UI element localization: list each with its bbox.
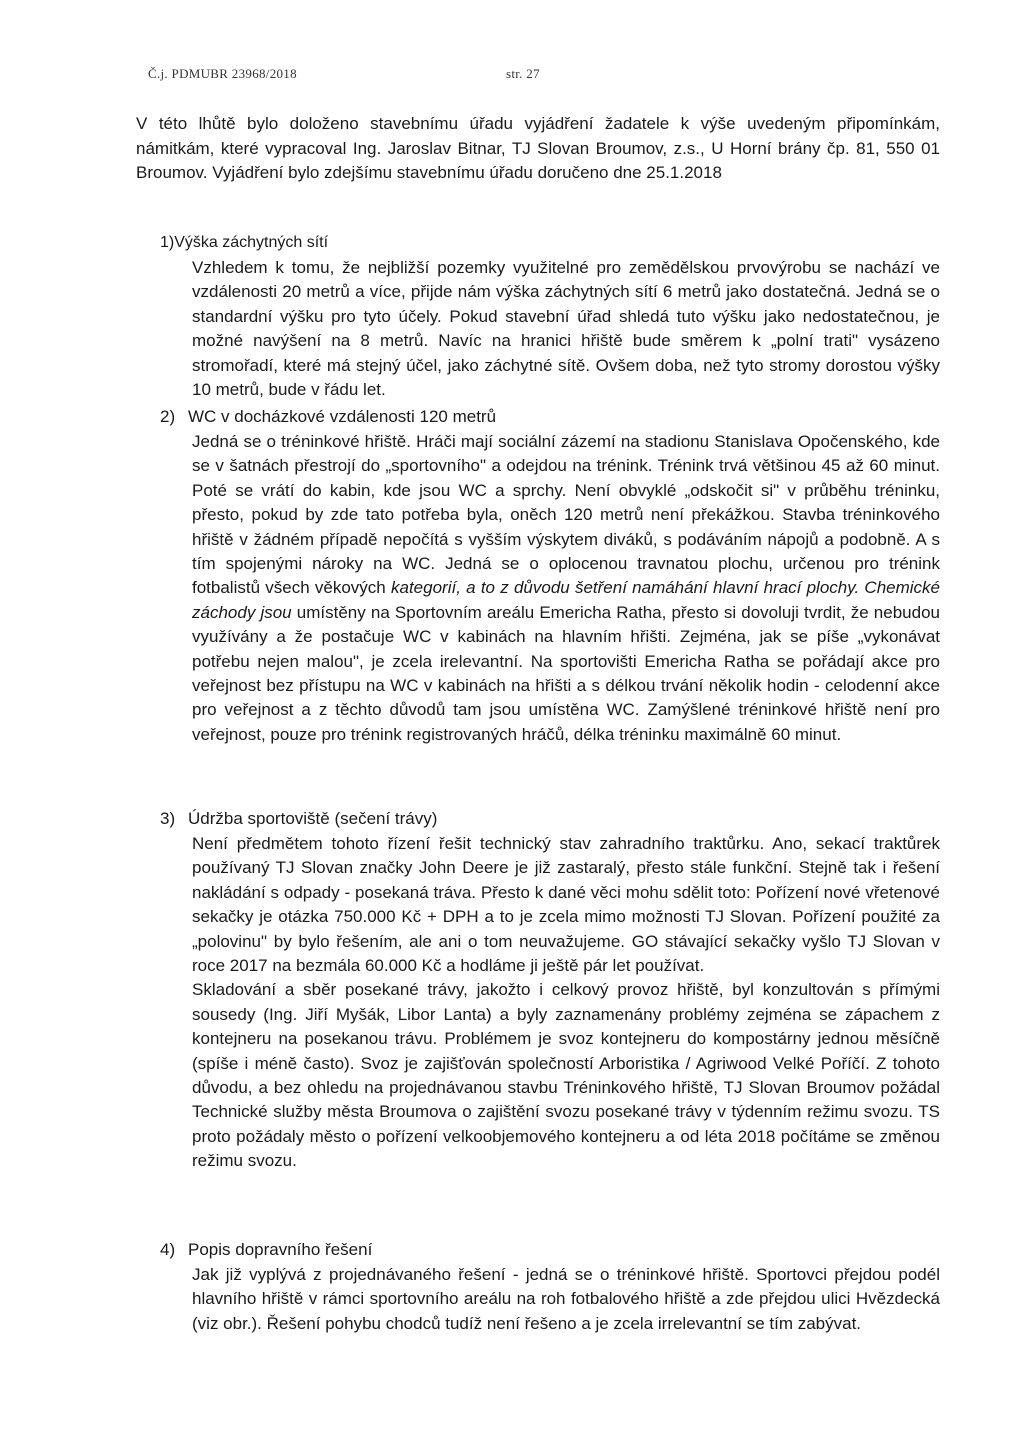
section-2-title: WC v docházkové vzdálenosti 120 metrů xyxy=(188,407,497,426)
section-2-number: 2) xyxy=(160,407,176,426)
section-2-text-b: umístěny na Sportovním areálu Emericha Ratha, přesto si dovoluji tvrdit, že nebudou využívány a že postačuje WC v kabinách na hlavním hřišti. Zejména, jak se píše „vykonávat potřebu nejen malou", je zcela irelevantní. Na sportovišti Emericha Ratha se pořádají akce pro veřejnost bez přístupu na WC v kabinách na hřišti a s délkou trvání několik hodin - celodenní akce pro veřejnost a z těchto důvodů tam jsou umístěna WC. Zamýšlené tréninkové hřiště není pro veřejnost, pouze pro trénink registrovaných hráčů, délka tréninku maximálně 60 minut. xyxy=(192,602,940,744)
section-1-title: 1)Výška záchytných sítí xyxy=(160,234,329,251)
intro-paragraph xyxy=(136,112,940,186)
section-4-body xyxy=(192,1263,940,1336)
section-3-title: Údržba sportoviště (sečení trávy) xyxy=(188,809,438,828)
section-4-title: Popis dopravního řešení xyxy=(188,1240,373,1259)
page-number: str. 27 xyxy=(506,66,540,81)
section-3-number: 3) xyxy=(160,809,176,828)
reference-number: Č.j. PDMUBR 23968/2018 xyxy=(148,66,297,81)
section-4-text: Jak již vyplývá z projednávaného řešení - jedná se o tréninkové hřiště. Sportovci přejdou podél hlavního hřiště v rámci sportovního areálu na roh fotbalového hřiště a zde přejdou ulici Hvězdecká (viz obr.). Řešení pohybu chodců tudíž není řešeno a je zcela irrelevantní se tím zabývat. xyxy=(192,1265,940,1333)
section-3-paragraph-1: Není předmětem tohoto řízení řešit technický stav zahradního traktůrku. Ano, sekací traktůrek používaný TJ Slovan značky John Deere je již zastaralý, přesto stále funkční. Stejně tak i řešení nakládání s odpady - posekaná tráva. Přesto k dané věci mohu sdělit toto: Pořízení nové vřetenové sekačky je otázka 750.000 Kč + DPH a to je zcela mimo možnosti TJ Slovan. Pořízení použité za „polovinu" by bylo řešením, ale ani o tom neuvažujeme. GO stávající sekačky vyšlo TJ Slovan v roce 2017 na bezmála 60.000 Kč a hodláme ji ještě pár let používat. xyxy=(192,834,940,976)
intro-text: V této lhůtě bylo doloženo stavebnímu úřadu vyjádření žadatele k výše uvedeným připomínkám, námitkám, které vypracoval Ing. Jaroslav Bitnar, TJ Slovan Broumov, z.s., U Horní brány čp. 81, 550 01 Broumov. Vyjádření bylo zdejšímu stavebnímu úřadu doručeno dne 25.1.2018 xyxy=(136,114,940,182)
section-3-body xyxy=(192,832,940,1174)
section-2-text xyxy=(192,430,940,747)
section-3-paragraph-2: Skladování a sběr posekané trávy, jakožto i celkový provoz hřiště, byl konzultován s přímými sousedy (Ing. Jiří Myšák, Libor Lanta) a byly zaznamenány problémy zejména se zápachem z kontejneru na posekanou trávu. Problémem je svoz kontejneru do kompostárny jednou měsíčně (spíše i méně často). Svoz je zajišťován společností Arboristika / Agriwood Velké Poříčí. Z tohoto důvodu, a bez ohledu na projednávanou stavbu Tréninkového hřiště, TJ Slovan Broumov požádal Technické služby města Broumova o zajištění svozu posekané trávy v týdenním režimu svozu. TS proto požádaly město o pořízení velkoobjemového kontejneru a od léta 2018 počítáme se změnou režimu svozu. xyxy=(192,980,940,1171)
section-1-text: Vzhledem k tomu, že nejbližší pozemky využitelné pro zemědělskou prvovýrobu se nachází ve vzdálenosti 20 metrů a více, přijde nám výška záchytných sítí 6 metrů jako dostatečná. Jedná se o standardní výšku pro tyto účely. Pokud stavební úřad shledá tuto výšku jako nedostatečnou, je možné navýšení na 8 metrů. Navíc na hranici hřiště bude směrem k „polní trati" vysázeno stromořadí, které má stejný účel, jako záchytné sítě. Ovšem doba, než tyto stromy dorostou výšky 10 metrů, bude v řádu let. xyxy=(192,258,940,400)
section-2-text-a: Jedná se o tréninkové hřiště. Hráči mají sociální zázemí na stadionu Stanislava Opočenského, kde se v šatnách přestrojí do „sportovního" a odejdou na trénink. Trénink trvá většinou 45 až 60 minut. Poté se vrátí do kabin, kde jsou WC a sprchy. Není obvyklé „odskočit si" v průběhu tréninku, přesto, pokud by zde tato potřeba byla, oněch 120 metrů není překážkou. Stavba tréninkového hřiště v žádném případě nepočítá s vyšším výskytem diváků, s podáváním nápojů a podobně. A s tím spojenými nároky na WC. Jedná se o oplocenou travnatou plochu, určenou pro trénink fotbalistů všech věkových xyxy=(192,432,940,598)
section-2-body xyxy=(192,430,940,747)
section-2-text-italic: kategorií, a to z důvodu šetření namáhání hlavní hrací plochy. Chemické záchody jsou xyxy=(192,578,941,622)
section-1-body xyxy=(192,256,940,402)
section-4-number: 4) xyxy=(160,1240,176,1259)
page-header xyxy=(148,66,540,82)
